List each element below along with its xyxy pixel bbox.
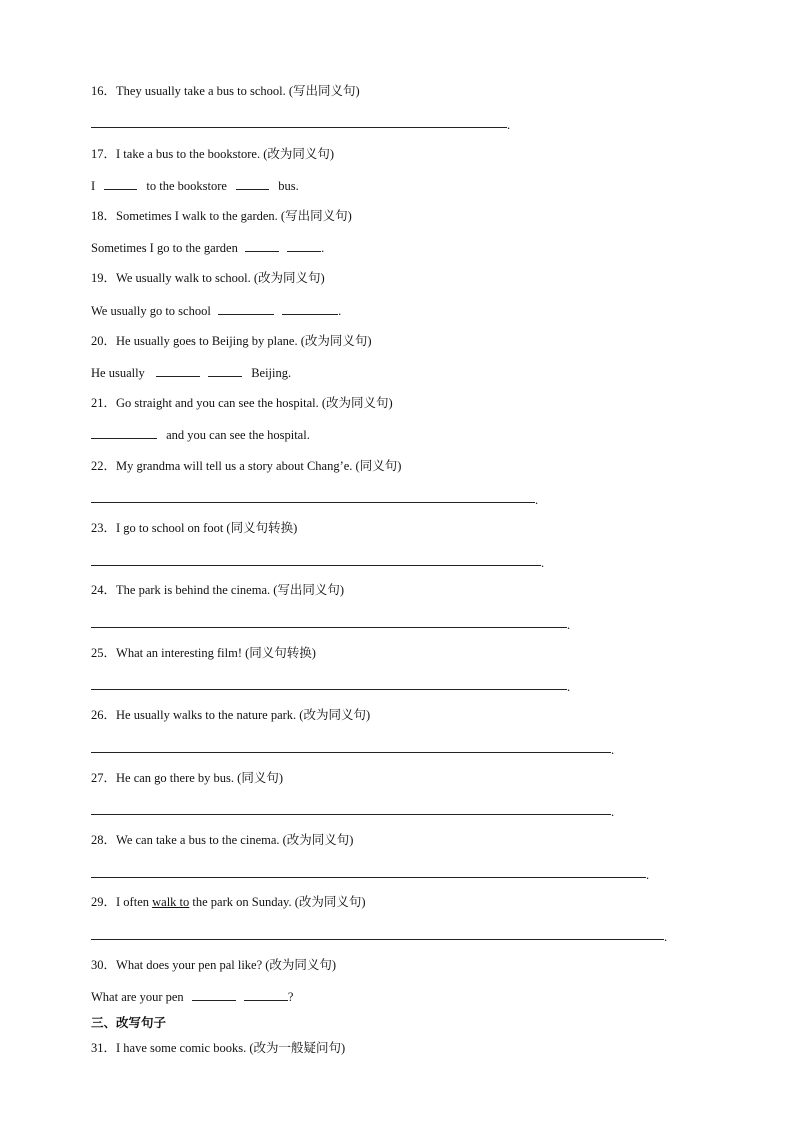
question-text: What an interesting film! (同义句转换): [116, 646, 316, 660]
section-heading: 三、改写句子: [91, 1015, 167, 1030]
blank[interactable]: [208, 364, 242, 377]
question-number: 30．: [91, 958, 117, 972]
question-text: We can take a bus to the cinema. (改为同义句): [116, 833, 354, 847]
answer-line-29[interactable]: [91, 939, 664, 940]
question-31: [91, 1040, 345, 1056]
answer-text: bus.: [278, 179, 299, 193]
question-27: [91, 770, 283, 786]
answer-text: .: [321, 241, 325, 255]
question-text: The park is behind the cinema. (写出同义句): [116, 583, 345, 597]
question-22: [91, 458, 401, 474]
question-16: [91, 83, 360, 99]
question-20: [91, 333, 372, 349]
answer-text: and you can see the hospital.: [166, 428, 310, 442]
question-19: [91, 270, 325, 286]
answer-period: .: [611, 805, 615, 819]
question-text: I go to school on foot (同义句转换): [116, 521, 298, 535]
answer-line-27[interactable]: [91, 814, 611, 815]
answer-period: .: [567, 618, 571, 632]
question-text: He usually goes to Beijing by plane. (改为同义句): [116, 334, 372, 348]
blank[interactable]: [156, 364, 200, 377]
answer-period: .: [541, 556, 545, 570]
answer-period: .: [664, 930, 668, 944]
question-text: He can go there by bus. (同义句): [116, 771, 283, 785]
answer-row-21: [91, 426, 310, 443]
answer-text: What are your pen: [91, 990, 184, 1004]
answer-line-28[interactable]: [91, 877, 646, 878]
question-number: 16．: [91, 84, 117, 98]
answer-text: He usually: [91, 366, 145, 380]
question-number: 27．: [91, 771, 117, 785]
question-30: [91, 957, 336, 973]
question-text: We usually walk to school. (改为同义句): [116, 271, 325, 285]
question-number: 20．: [91, 334, 117, 348]
question-26: [91, 707, 370, 723]
question-text: They usually take a bus to school. (写出同义句): [116, 84, 360, 98]
question-text: He usually walks to the nature park. (改为同义句): [116, 708, 371, 722]
answer-text: to the bookstore: [146, 179, 227, 193]
question-number: 24．: [91, 583, 117, 597]
question-number: 31．: [91, 1041, 117, 1055]
blank[interactable]: [192, 988, 236, 1001]
blank[interactable]: [287, 239, 321, 252]
question-number: 18．: [91, 209, 117, 223]
blank[interactable]: [282, 302, 338, 315]
question-number: 17．: [91, 147, 117, 161]
question-text: Go straight and you can see the hospital. (改为同义句): [116, 396, 393, 410]
question-17: [91, 146, 334, 162]
question-number: 19．: [91, 271, 117, 285]
answer-line-16[interactable]: [91, 127, 507, 128]
question-number: 25．: [91, 646, 117, 660]
answer-text: We usually go to school: [91, 304, 211, 318]
question-24: [91, 582, 344, 598]
answer-line-26[interactable]: [91, 752, 611, 753]
answer-text: .: [338, 304, 342, 318]
question-text: I take a bus to the bookstore. (改为同义句): [116, 147, 335, 161]
question-text: My grandma will tell us a story about Chang’e. (同义句): [116, 459, 402, 473]
question-number: 26．: [91, 708, 117, 722]
question-text: I have some comic books. (改为一般疑问句): [116, 1041, 346, 1055]
blank[interactable]: [91, 426, 157, 439]
question-number: 21．: [91, 396, 117, 410]
answer-row-19: [91, 302, 341, 319]
answer-text: Sometimes I go to the garden: [91, 241, 238, 255]
question-number: 22．: [91, 459, 117, 473]
answer-text: Beijing.: [251, 366, 292, 380]
question-text: What does your pen pal like? (改为同义句): [116, 958, 337, 972]
answer-row-18: [91, 239, 324, 256]
question-21: [91, 395, 393, 411]
answer-line-22[interactable]: [91, 502, 535, 503]
question-18: [91, 208, 352, 224]
answer-period: .: [567, 680, 571, 694]
answer-row-20: [91, 364, 291, 381]
answer-text: I: [91, 179, 96, 193]
question-number: 23．: [91, 521, 117, 535]
question-number: 28．: [91, 833, 117, 847]
question-23: [91, 520, 297, 536]
blank[interactable]: [104, 177, 137, 190]
question-text-post: the park on Sunday. (改为同义句): [189, 895, 366, 909]
answer-row-17: [91, 177, 299, 194]
blank[interactable]: [218, 302, 274, 315]
blank[interactable]: [245, 239, 279, 252]
question-28: [91, 832, 353, 848]
underlined-phrase: walk to: [152, 895, 190, 909]
answer-period: .: [646, 868, 650, 882]
answer-line-25[interactable]: [91, 689, 567, 690]
question-text: Sometimes I walk to the garden. (写出同义句): [116, 209, 352, 223]
answer-row-30: [91, 988, 293, 1005]
question-29: [91, 894, 366, 910]
answer-period: .: [535, 493, 539, 507]
answer-line-24[interactable]: [91, 627, 567, 628]
answer-line-23[interactable]: [91, 565, 541, 566]
question-25: [91, 645, 316, 661]
answer-period: .: [611, 743, 615, 757]
blank[interactable]: [244, 988, 288, 1001]
question-text-pre: I often: [116, 895, 153, 909]
question-number: 29．: [91, 895, 117, 909]
blank[interactable]: [236, 177, 269, 190]
answer-period: .: [507, 118, 511, 132]
answer-text: ?: [287, 990, 294, 1004]
